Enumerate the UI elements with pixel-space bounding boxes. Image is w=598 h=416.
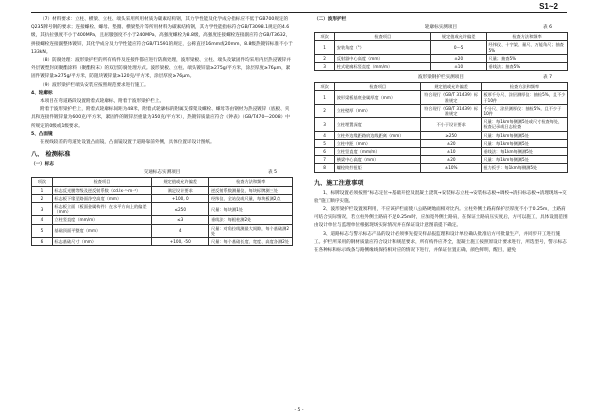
col-item: 检查项目 <box>335 33 431 41</box>
col-item: 检查项目 <box>52 178 151 186</box>
table-row <box>315 139 568 147</box>
cell-index: 5 <box>32 224 53 237</box>
cell-item: 立柱中距（mm） <box>335 139 421 147</box>
cell-tolerance: ±10% <box>421 164 482 172</box>
col-index: 项次 <box>32 178 53 186</box>
subheading-guardrail: （二）波形护栏 <box>314 17 347 22</box>
col-method: 检查方法和频率 <box>209 178 293 186</box>
table-row <box>32 194 293 202</box>
paragraph-anticorrosion: （8）防腐处理：波形梁护栏的所有构件及连接件都应进行防腐处理，波形梁板、立柱、端头及紧固件均采用内层热浸镀锌并外层镀塑封闭聚酯涂料（聚酯粉末）的双层防腐处理方式。波形梁板、立柱、端头镀锌量≥275g/平方米，涂层厚度≥76μm，紧固件镀锌量≥275g/平方米，防阻块镀锌量≥120克/平方米，涂层厚度≥76μm。 <box>31 58 291 80</box>
table7-caption-row <box>314 74 568 82</box>
table6-caption: 轮廓标实测项目 <box>424 25 458 31</box>
col-tolerance: 规定值或允许偏差 <box>431 33 487 41</box>
cell-index: 6 <box>315 148 335 156</box>
cell-tolerance: 不小于设计要求 <box>421 118 482 131</box>
cell-index: 2 <box>315 104 335 117</box>
table-row <box>315 148 568 156</box>
page-header <box>0 0 598 13</box>
paragraph-delineator-1: 本项目在弯道路段设置附着式轮廓标，附着于波形梁护栏上。 <box>40 99 165 105</box>
cell-method: 尺量；抽查5% <box>487 54 568 62</box>
cell-item: 标志板下缘至路面净空高度（mm） <box>52 194 151 202</box>
cell-item: 横梁中心高度（mm） <box>335 156 421 164</box>
cell-index: 5 <box>315 139 335 147</box>
cell-method: 垂线法：每1km每侧测5处 <box>481 148 567 156</box>
col-tolerance: 规定值或允许偏差 <box>152 178 209 186</box>
cell-item: 螺栓终拧扭矩 <box>335 164 421 172</box>
cell-index: 7 <box>315 156 335 164</box>
table-row <box>32 186 293 194</box>
note-3: 3、道路标志与警示标志产品的设计必须事先提交样品报监理和设计单位确认批准后方可批量生产，并同步开工进行施工。护栏所采用的钢材质量应符合设计和规范要求，所有构件应齐全，混凝土施工按照原设计要求进行，所选型号，警示标志在各种标和标示线条与路侧缘线保持相对应的情况下进行，并保证位置正确，颜色鲜明，醒目，避免 <box>314 231 567 254</box>
cell-tolerance: +100, -50 <box>152 238 209 246</box>
paragraph-materials: （7）材料要求：立柱、横梁、立柱、端头采用所用材质为碳素结构钢，其力学性能及化学成分指标应不低于GB700规定的Q235牌号钢的要求；连接螺栓、螺母、垫圈、横梁垫片等所用材料为碳素结构钢，其力学性能指标符合GB/T3098.1规定的4.6级，其抗拉强度不小于400MPa，且屈服强度不小于240MPa，高强度螺栓为8.8级，高强度连接螺栓连接副应符合GB/T3632，拼接螺栓连接副整体镀锌，其化学成分及力学性能应符合GB/T1591的规定，公称直径16mm或20mm，8.8级热镀锌标准不小于133kN。 <box>31 17 293 55</box>
cell-method: 经纬仪、十字架、量尺、万能角尺；抽查5% <box>487 41 568 54</box>
cell-index: 3 <box>32 203 53 216</box>
cell-tolerance: 符合现行《GB/T 31439》标准规定 <box>421 91 482 104</box>
cell-method: 尺量：每1km每侧测5处 <box>481 131 567 139</box>
section-heading-testing: 八、 检测标准 <box>31 151 71 159</box>
heading-convex-mirror: 5、凸面镜 <box>31 131 53 137</box>
cell-index: 2 <box>315 54 335 62</box>
right-column <box>314 16 568 255</box>
cell-index: 3 <box>315 63 335 71</box>
cell-index: 1 <box>32 186 53 194</box>
cell-item: 立柱壁厚（mm） <box>335 104 421 117</box>
table-header-row <box>315 83 568 91</box>
note-1: 1、标牌设置必须按照“标志定位→基础开挖及混凝土浇筑→安装标志立柱→安装标志板→调校→清扫标志板→清理现场→交验”施工顺序实施。 <box>314 190 567 204</box>
cell-item: 安装角度（°） <box>335 41 431 54</box>
cell-tolerance: ≤250 <box>152 203 209 216</box>
cell-index: 1 <box>315 41 335 54</box>
cell-item: 立柱外边缘距路肩边线距离（mm） <box>335 131 421 139</box>
cell-tolerance: 0～5 <box>431 41 487 54</box>
cell-method: 尺量：每1km每侧测5处 <box>481 139 567 147</box>
cell-index: 8 <box>315 164 335 172</box>
cell-index: 2 <box>32 194 53 202</box>
cell-tolerance: ≤3 <box>152 216 209 224</box>
cell-method: 尺量：每1km每侧测5处 <box>481 156 567 164</box>
col-method: 检查方法和频率 <box>487 33 568 41</box>
cell-method: 尺量：每个基础长度、宽度、高度各测2处 <box>209 238 293 246</box>
cell-item: 反射器中心高度（mm） <box>335 54 431 62</box>
cell-method: 尺量：对角拉线测最大间隙，每个基础测2处 <box>209 224 293 237</box>
heading-delineator: 4、轮廓标 <box>31 90 53 96</box>
paragraph-convex-mirror: 在视线较差的弯道处设置凸面镜，凸面镜设置于道路靠前外侧，具体位置详设计图纸。 <box>40 140 215 146</box>
table-row <box>315 41 568 54</box>
page-number: - 5 - <box>294 408 304 413</box>
cell-method: 扭力扳手：每1km每侧测5处 <box>481 164 567 172</box>
subheading-signs: （一）标志 <box>31 162 54 168</box>
cell-item: 标志基础尺寸（mm） <box>52 238 151 246</box>
cell-method: 垂线法：每根柱测2处 <box>209 216 293 224</box>
table-row <box>32 238 293 246</box>
col-method: 检查方法和频率 <box>481 83 567 91</box>
table-delineator-inspection <box>314 32 568 71</box>
table-header-row <box>32 178 293 186</box>
header-rule <box>31 12 567 13</box>
table-row <box>315 54 568 62</box>
cell-method: 千分尺、涂层测厚仪：抽检5%，且不少于10件 <box>481 104 567 117</box>
cell-tolerance: +100, 0 <box>152 194 209 202</box>
cell-tolerance: ±10 <box>431 63 487 71</box>
cell-item: 基础顶面平整度（mm） <box>52 224 151 237</box>
table-row <box>315 104 568 117</box>
table-row <box>32 216 293 224</box>
col-item: 检查项目 <box>335 83 421 91</box>
cell-method: 经纬仪、全站仪或尺量，每块板测2点 <box>209 194 293 202</box>
table7-number: 表 7 <box>543 75 552 81</box>
table5-number: 表 5 <box>268 170 277 176</box>
table-row <box>315 131 568 139</box>
table5-caption: 交通标志实测项目 <box>143 170 181 176</box>
cell-index: 4 <box>32 216 53 224</box>
cell-item: 柱式轮廓标竖直度（mm/m） <box>335 63 431 71</box>
cell-tolerance: 满足设计要求 <box>152 186 209 194</box>
cell-item: 立柱埋置深度 <box>335 118 421 131</box>
cell-tolerance: ±10 <box>421 148 482 156</box>
cell-tolerance: ±20 <box>421 156 482 164</box>
table5-caption-row <box>31 169 293 177</box>
col-index: 项次 <box>315 33 335 41</box>
paragraph-guardrail-end: （9）波形梁护栏端头安装应按照规范要求进行施工。 <box>40 82 149 88</box>
cell-method: 尺量：每块测1处 <box>209 203 293 216</box>
cell-tolerance: ±20 <box>421 139 482 147</box>
cell-index: 6 <box>32 238 53 246</box>
cell-index: 3 <box>315 118 335 131</box>
cell-tolerance: ≥250 <box>421 131 482 139</box>
cell-tolerance: 4 <box>152 224 209 237</box>
table6-caption-row <box>314 24 568 32</box>
cell-index: 1 <box>315 91 335 104</box>
cell-item: 波形梁板基底金属厚度（mm） <box>335 91 421 104</box>
table-row <box>32 224 293 237</box>
table-row <box>315 63 568 71</box>
table-row <box>315 91 568 104</box>
paragraph-delineator-2: 附着于波形梁护栏上，附着式轮廓标间距为48米，附着式轮廓标的附属支撑架及螺栓、螺母等由钢材为热浸镀锌（底板、夹具和连接件镀锌量为600克/平方米，紧固件的镀锌层重量为350克/平方米），热镀锌质量应符合《钟表》（GB/T470—2008）中所规定的0级或1级要求。 <box>31 107 290 129</box>
cell-item: 立柱竖直度（mm/m） <box>52 216 151 224</box>
table6-number: 表 6 <box>543 25 552 31</box>
table-row <box>315 164 568 172</box>
cell-method: 逆反射系数测量仪，每块标牌测三处 <box>209 186 293 194</box>
cell-method: 垂线法；抽查5% <box>487 63 568 71</box>
note-2: 2、波形梁护栏设置须利用，不应该护栏面使八公路硬地面相对比内。立柱外侧土路肩保护层厚度不小于0.25m，土路肩可结合实际情况，若立柱外侧土路肩不足0.25m时，应加宽外侧土路肩，在保证土路肩压实度后，方可以施工，具体设置范围由设计单位与监理单位根据现场实际情况并在保证设计意图前提下确定。 <box>314 207 568 229</box>
cell-item: 标志反光膜等级及逆反射系数（cd.lx⁻¹·m⁻²） <box>52 186 151 194</box>
table-header-row <box>315 33 568 41</box>
table-guardrail-inspection <box>314 82 568 172</box>
table-sign-inspection <box>31 177 293 246</box>
drawing-code: S1~2 <box>539 2 558 11</box>
cell-method: 尺量：每1km每侧测5处或尺寸检查每处，检查记录或日志检查 <box>481 118 567 131</box>
section-heading-construction: 九、施工注意事项 <box>314 179 364 187</box>
table-row <box>32 203 293 216</box>
table-row <box>315 156 568 164</box>
table7-caption: 波形梁钢护栏实测项目 <box>418 75 464 81</box>
cell-tolerance: 符合现行《GB/T 31439》标准规定 <box>421 104 482 117</box>
cell-item: 标志板立面（板面金属构件）在水平方向上的偏差（mm） <box>52 203 151 216</box>
cell-item: 立柱竖直度（mm/m） <box>335 148 421 156</box>
cell-index: 4 <box>315 131 335 139</box>
table-row <box>315 118 568 131</box>
left-column <box>31 16 293 246</box>
col-tolerance: 规定值或允许偏差 <box>421 83 482 91</box>
cell-method: 板厚千分尺、涂层测厚仪：抽检5%，且不少于10件 <box>483 92 566 103</box>
col-index: 项次 <box>315 83 335 91</box>
cell-tolerance: ±20 <box>431 54 487 62</box>
